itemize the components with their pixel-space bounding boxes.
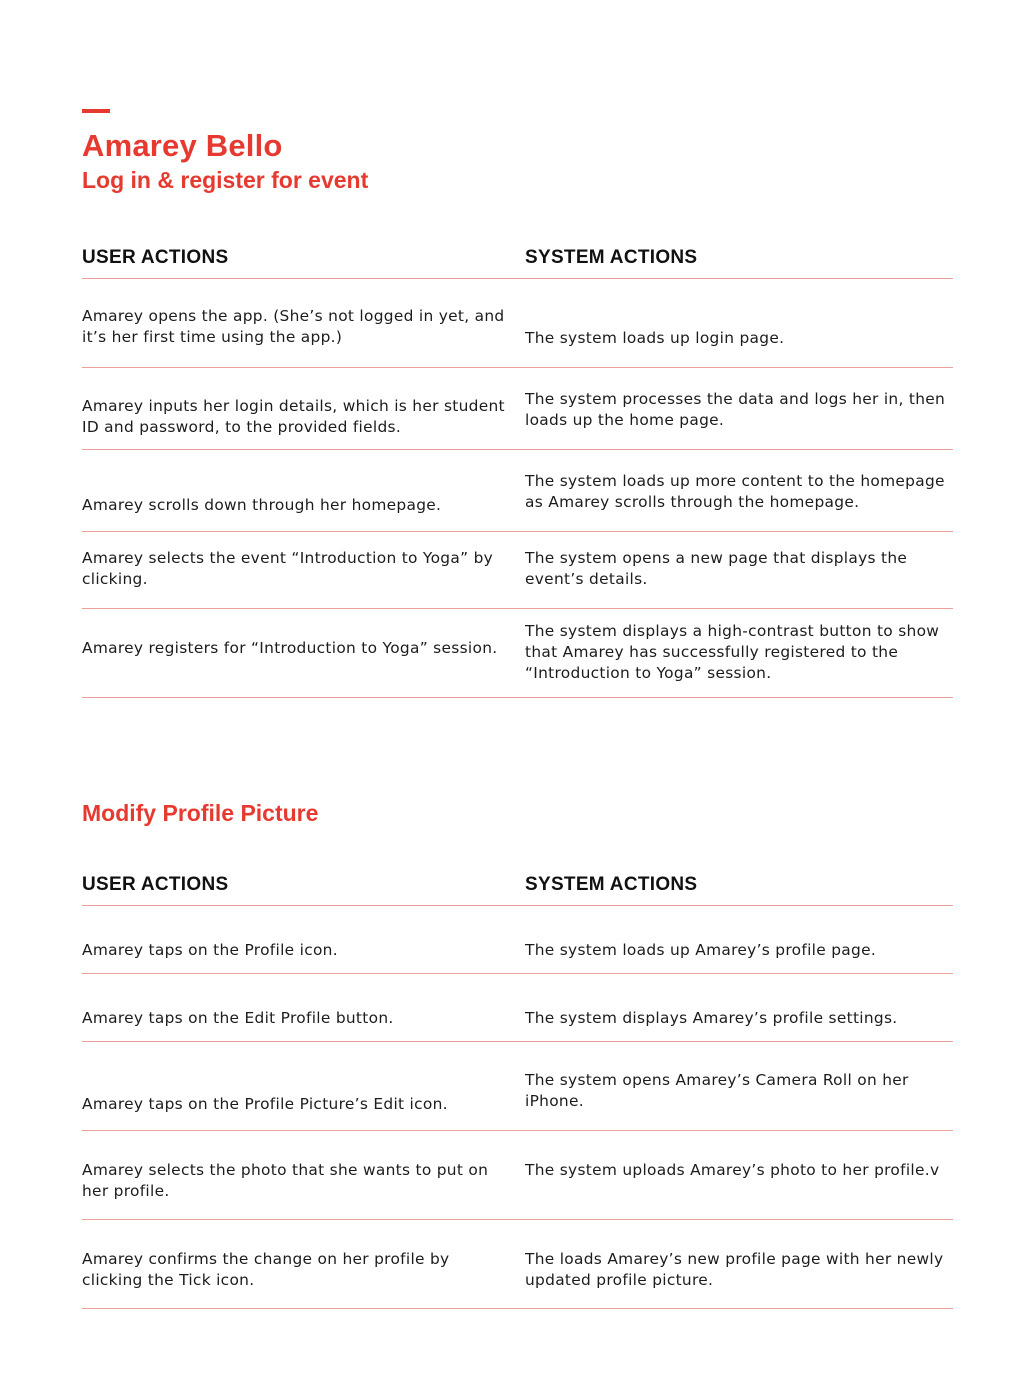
table-row xyxy=(82,906,953,974)
system-actions-header: SYSTEM ACTIONS xyxy=(525,247,698,268)
accent-dash xyxy=(82,109,110,113)
user-actions-header: USER ACTIONS xyxy=(82,874,229,895)
user-action-cell: Amarey taps on the Profile icon. xyxy=(82,941,338,959)
system-action-cell: The system loads up Amarey’s profile page. xyxy=(525,941,877,959)
scenario-title: Log in & register for event xyxy=(82,167,369,193)
table-row xyxy=(82,974,953,1042)
persona-name: Amarey Bello xyxy=(82,128,283,163)
table-row xyxy=(82,368,953,450)
system-action-cell: The system opens a new page that displays the event’s details. xyxy=(525,549,908,588)
table-row xyxy=(82,609,953,698)
actions-table xyxy=(82,239,953,698)
system-action-cell: The system opens Amarey’s Camera Roll on her iPhone. xyxy=(525,1071,909,1110)
table-row xyxy=(82,279,953,368)
table-header xyxy=(82,866,953,906)
system-action-cell: The system displays Amarey’s profile settings. xyxy=(525,1009,898,1027)
table-row xyxy=(82,1042,953,1131)
user-action-cell: Amarey registers for “Introduction to Yoga” session. xyxy=(82,639,498,657)
user-action-cell: Amarey taps on the Edit Profile button. xyxy=(82,1009,394,1027)
system-actions-header: SYSTEM ACTIONS xyxy=(525,874,698,895)
user-action-cell: Amarey opens the app. (She’s not logged in yet, and it’s her first time using the app.) xyxy=(82,307,505,346)
user-action-cell: Amarey taps on the Profile Picture’s Edit icon. xyxy=(82,1095,448,1113)
system-action-cell: The loads Amarey’s new profile page with her newly updated profile picture. xyxy=(525,1250,944,1289)
scenario-title: Modify Profile Picture xyxy=(82,800,319,826)
system-action-cell: The system loads up login page. xyxy=(525,329,785,347)
table-row xyxy=(82,1131,953,1220)
system-action-cell: The system displays a high-contrast button to show that Amarey has successfully registered to the “Introduction to Yoga” session. xyxy=(525,622,940,682)
user-action-cell: Amarey scrolls down through her homepage. xyxy=(82,496,442,514)
system-action-cell: The system uploads Amarey’s photo to her profile.v xyxy=(525,1161,940,1179)
table-row xyxy=(82,532,953,609)
user-action-cell: Amarey confirms the change on her profile by clicking the Tick icon. xyxy=(82,1250,450,1289)
user-action-cell: Amarey selects the photo that she wants to put on her profile. xyxy=(82,1161,489,1200)
actions-table xyxy=(82,866,953,1309)
table-row xyxy=(82,1220,953,1309)
user-actions-header: USER ACTIONS xyxy=(82,247,229,268)
system-action-cell: The system loads up more content to the homepage as Amarey scrolls through the homepage. xyxy=(525,472,945,511)
user-action-cell: Amarey selects the event “Introduction to Yoga” by clicking. xyxy=(82,549,494,588)
table-row xyxy=(82,450,953,532)
system-action-cell: The system processes the data and logs her in, then loads up the home page. xyxy=(525,390,946,429)
table-header xyxy=(82,239,953,279)
user-action-cell: Amarey inputs her login details, which is her student ID and password, to the provided fields. xyxy=(82,397,505,436)
